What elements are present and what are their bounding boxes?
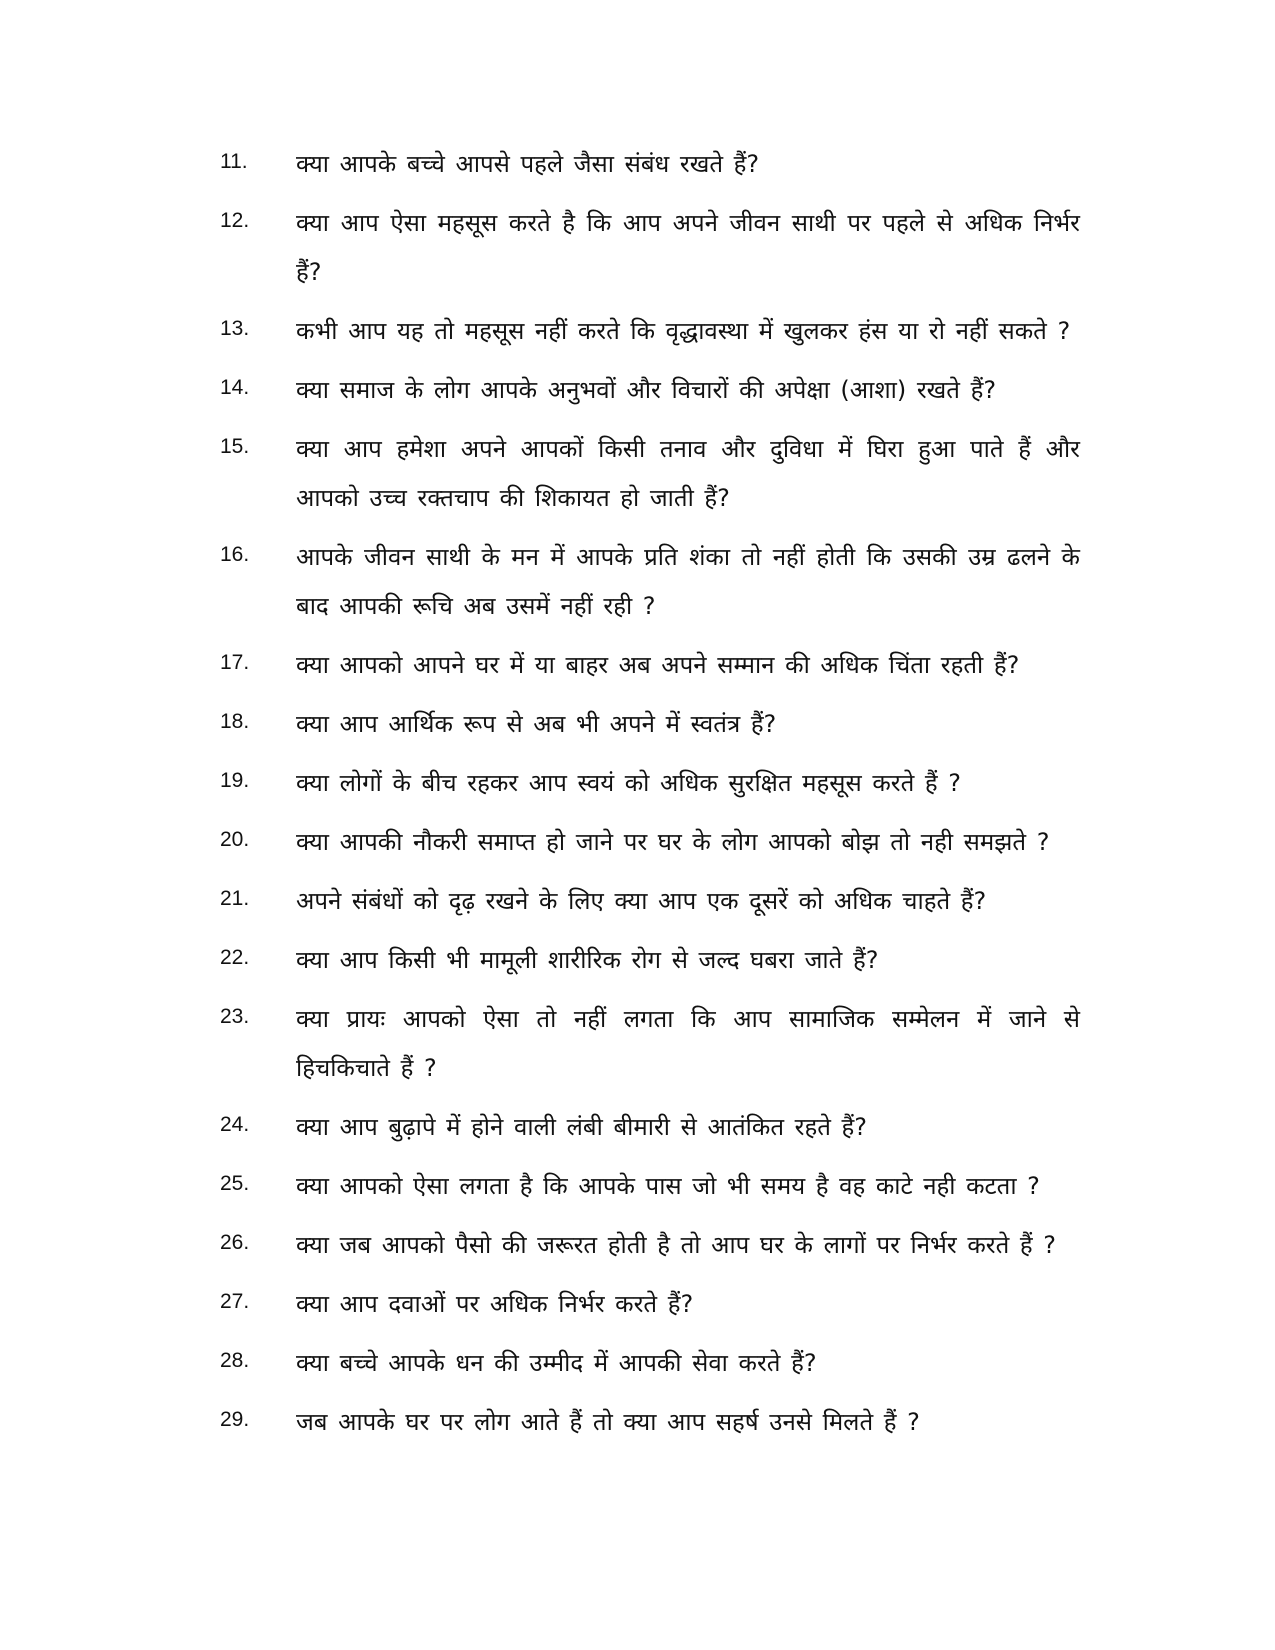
question-item [220, 1221, 1080, 1270]
question-text: क्या समाज के लोग आपके अनुभवों और विचारों की अपेक्षा (आशा) रखते हैं? [296, 376, 997, 404]
question-text: क्या आपको ऐसा लगता है कि आपके पास जो भी समय है वह काटे नही कटता ? [296, 1172, 1040, 1200]
question-text: क्या लोगों के बीच रहकर आप स्वयं को अधिक सुरक्षित महसूस करते हैं ? [296, 769, 962, 797]
question-item [220, 533, 1080, 631]
question-item [220, 877, 1080, 926]
question-number: 16. [220, 543, 250, 566]
question-item [220, 199, 1080, 297]
question-text: क्या आप किसी भी मामूली शारीरिक रोग से जल्द घबरा जाते हैं? [296, 946, 879, 974]
question-text: क्या आपके बच्चे आपसे पहले जैसा संबंध रखते हैं? [296, 150, 760, 178]
question-item [220, 641, 1080, 690]
question-text: क्या आप आर्थिक रूप से अब भी अपने में स्वतंत्र हैं? [296, 710, 777, 738]
question-number: 26. [220, 1231, 250, 1254]
question-number: 20. [220, 828, 250, 851]
question-number: 29. [220, 1408, 250, 1431]
question-text: जब आपके घर पर लोग आते हैं तो क्या आप सहर्ष उनसे मिलते हैं ? [296, 1408, 920, 1436]
question-number: 17. [220, 651, 250, 674]
question-item [220, 307, 1080, 356]
question-text: क्या बच्चे आपके धन की उम्मीद में आपकी सेवा करते हैं? [296, 1349, 817, 1377]
question-number: 21. [220, 887, 250, 910]
question-number: 19. [220, 769, 250, 792]
question-text: क्या प्रायः आपको ऐसा तो नहीं लगता कि आप सामाजिक सम्मेलन में जाने से हिचकिचाते हैं ? [296, 1005, 1080, 1082]
question-item [220, 425, 1080, 523]
question-text: क्या आपकी नौकरी समाप्त हो जाने पर घर के लोग आपको बोझ तो नही समझते ? [296, 828, 1050, 856]
question-list [220, 140, 1080, 1457]
question-number: 15. [220, 435, 250, 458]
question-text: क्या आप बुढ़ापे में होने वाली लंबी बीमारी से आतंकित रहते हैं? [296, 1113, 867, 1141]
question-item [220, 1398, 1080, 1447]
question-number: 27. [220, 1290, 250, 1313]
question-number: 12. [220, 209, 250, 232]
question-text: अपने संबंधों को दृढ़ रखने के लिए क्या आप एक दूसरें को अधिक चाहते हैं? [296, 887, 987, 915]
question-number: 22. [220, 946, 250, 969]
question-number: 18. [220, 710, 250, 733]
question-number: 14. [220, 376, 250, 399]
question-text: क्या आपको आपने घर में या बाहर अब अपने सम्मान की अधिक चिंता रहती हैं? [296, 651, 1020, 679]
question-text: क्या आप ऐसा महसूस करते है कि आप अपने जीवन साथी पर पहले से अधिक निर्भर हैं? [296, 209, 1080, 286]
question-item [220, 759, 1080, 808]
question-number: 11. [220, 150, 248, 173]
question-text: क्या आप हमेशा अपने आपकों किसी तनाव और दुविधा में घिरा हुआ पाते हैं और आपको उच्च रक्तचाप की शिकायत हो जाती हैं? [296, 435, 1080, 512]
question-number: 23. [220, 1005, 250, 1028]
question-item [220, 700, 1080, 749]
question-item [220, 818, 1080, 867]
question-text: कभी आप यह तो महसूस नहीं करते कि वृद्धावस्था में खुलकर हंस या रो नहीं सकते ? [296, 317, 1071, 345]
question-item [220, 1103, 1080, 1152]
question-number: 24. [220, 1113, 250, 1136]
question-item [220, 936, 1080, 985]
question-item [220, 366, 1080, 415]
question-item [220, 1339, 1080, 1388]
question-item [220, 140, 1080, 189]
question-text: क्या जब आपको पैसो की जरूरत होती है तो आप घर के लागों पर निर्भर करते हैं ? [296, 1231, 1057, 1259]
question-number: 25. [220, 1172, 250, 1195]
question-item [220, 995, 1080, 1093]
question-item [220, 1162, 1080, 1211]
question-text: आपके जीवन साथी के मन में आपके प्रति शंका तो नहीं होती कि उसकी उम्र ढलने के बाद आपकी रूचि अब उसमें नहीं रही ? [296, 543, 1080, 620]
question-item [220, 1280, 1080, 1329]
question-number: 28. [220, 1349, 250, 1372]
question-text: क्या आप दवाओं पर अधिक निर्भर करते हैं? [296, 1290, 694, 1318]
question-number: 13. [220, 317, 250, 340]
